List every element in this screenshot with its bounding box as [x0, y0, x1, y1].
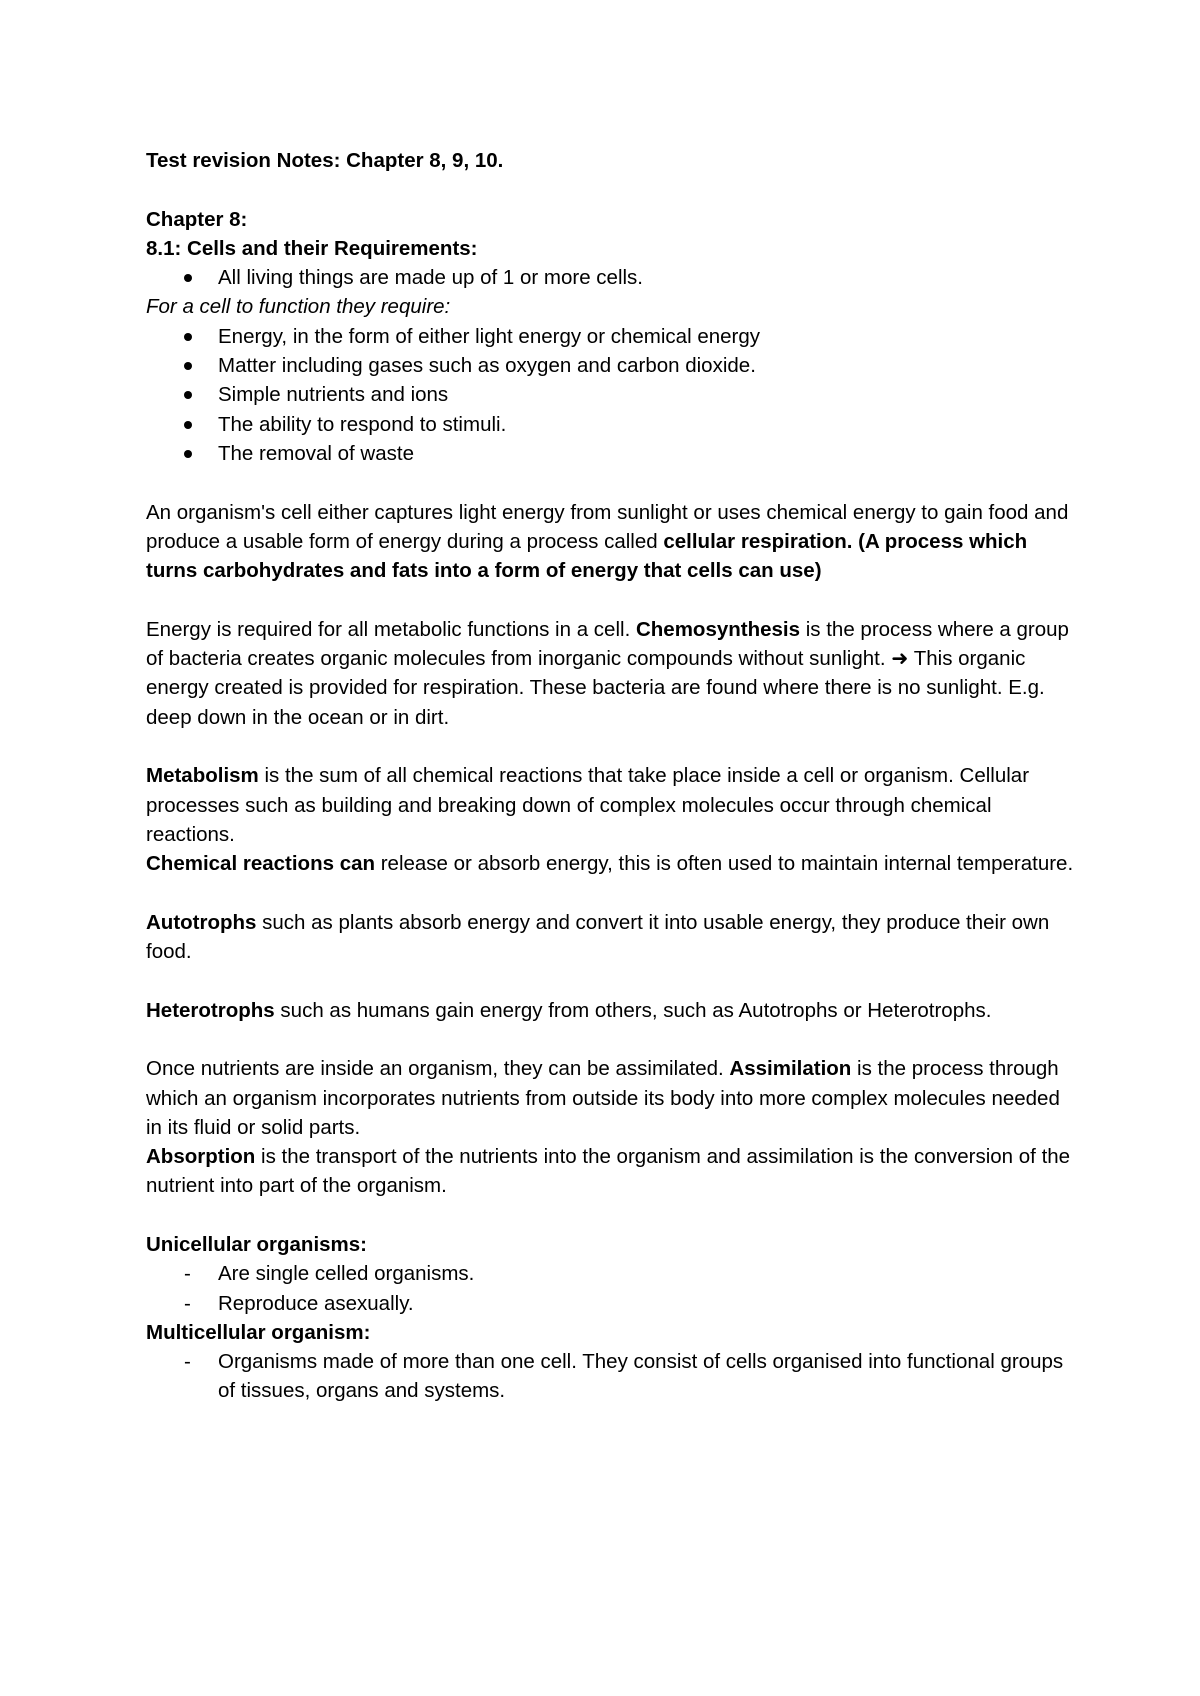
unicellular-list	[146, 1259, 1076, 1318]
bullet-icon	[184, 421, 192, 429]
multicellular-list	[146, 1347, 1076, 1406]
bullet-icon	[184, 450, 192, 458]
list-item: The removal of waste	[146, 439, 1076, 468]
list-item: - Organisms made of more than one cell. They consist of cells organised into functional groups of tissues, organs and systems.	[146, 1347, 1076, 1406]
requirements-intro: For a cell to function they require:	[146, 295, 451, 319]
list-item: - Are single celled organisms.	[146, 1259, 1076, 1288]
respiration-paragraph: An organism's cell either captures light energy from sunlight or uses chemical energy to gain food and produce a usable form of energy during a process called cellular respiration. (A process which turns carbohydrates and fats into a form of energy that cells can use)	[146, 500, 1069, 583]
chemosynthesis-paragraph: Energy is required for all metabolic functions in a cell. Chemosynthesis is the process where a group of bacteria creates organic molecules from inorganic compounds without sunlight. ➜ This organic energy created is provided for respiration. These bacteria are found where there is no sunlight. E.g. deep down in the ocean or in dirt.	[146, 617, 1069, 729]
requirements-list	[146, 263, 1076, 292]
dash-marker: -	[184, 1350, 191, 1374]
chemical-reactions-paragraph: Chemical reactions can release or absorb energy, this is often used to maintain internal temperature.	[146, 852, 1074, 876]
dash-marker: -	[184, 1262, 191, 1286]
list-item: Matter including gases such as oxygen and carbon dioxide.	[146, 351, 1076, 380]
autotrophs-paragraph: Autotrophs such as plants absorb energy and convert it into usable energy, they produce their own food.	[146, 910, 1050, 964]
bullet-icon	[184, 362, 192, 370]
list-item: Simple nutrients and ions	[146, 380, 1076, 409]
document-title: Test revision Notes: Chapter 8, 9, 10.	[146, 149, 504, 172]
unicellular-heading: Unicellular organisms:	[146, 1232, 368, 1256]
requirements-list-items	[146, 322, 1076, 468]
chapter-heading: Chapter 8:	[146, 207, 248, 231]
absorption-paragraph: Absorption is the transport of the nutrients into the organism and assimilation is the conversion of the nutrient into part of the organism.	[146, 1145, 1071, 1198]
bullet-icon	[184, 391, 192, 399]
document-page	[146, 146, 1076, 1406]
bullet-icon	[184, 274, 192, 282]
assimilation-paragraph: Once nutrients are inside an organism, they can be assimilated. Assimilation is the process through which an organism incorporates nutrients from outside its body into more complex molecules needed in its fluid or solid parts.	[146, 1057, 1060, 1139]
metabolism-paragraph: Metabolism is the sum of all chemical reactions that take place inside a cell or organism. Cellular processes such as building and breaking down of complex molecules occur through chemical reactions.	[146, 764, 1030, 846]
list-item: - Reproduce asexually.	[146, 1289, 1076, 1318]
list-item: The ability to respond to stimuli.	[146, 410, 1076, 439]
section-heading: 8.1: Cells and their Requirements:	[146, 236, 478, 260]
list-item: Energy, in the form of either light energy or chemical energy	[146, 322, 1076, 351]
list-item: All living things are made up of 1 or more cells.	[146, 263, 1076, 292]
heterotrophs-paragraph: Heterotrophs such as humans gain energy from others, such as Autotrophs or Heterotrophs.	[146, 998, 992, 1022]
multicellular-heading: Multicellular organism:	[146, 1320, 371, 1344]
bullet-icon	[184, 333, 192, 341]
dash-marker: -	[184, 1291, 191, 1315]
